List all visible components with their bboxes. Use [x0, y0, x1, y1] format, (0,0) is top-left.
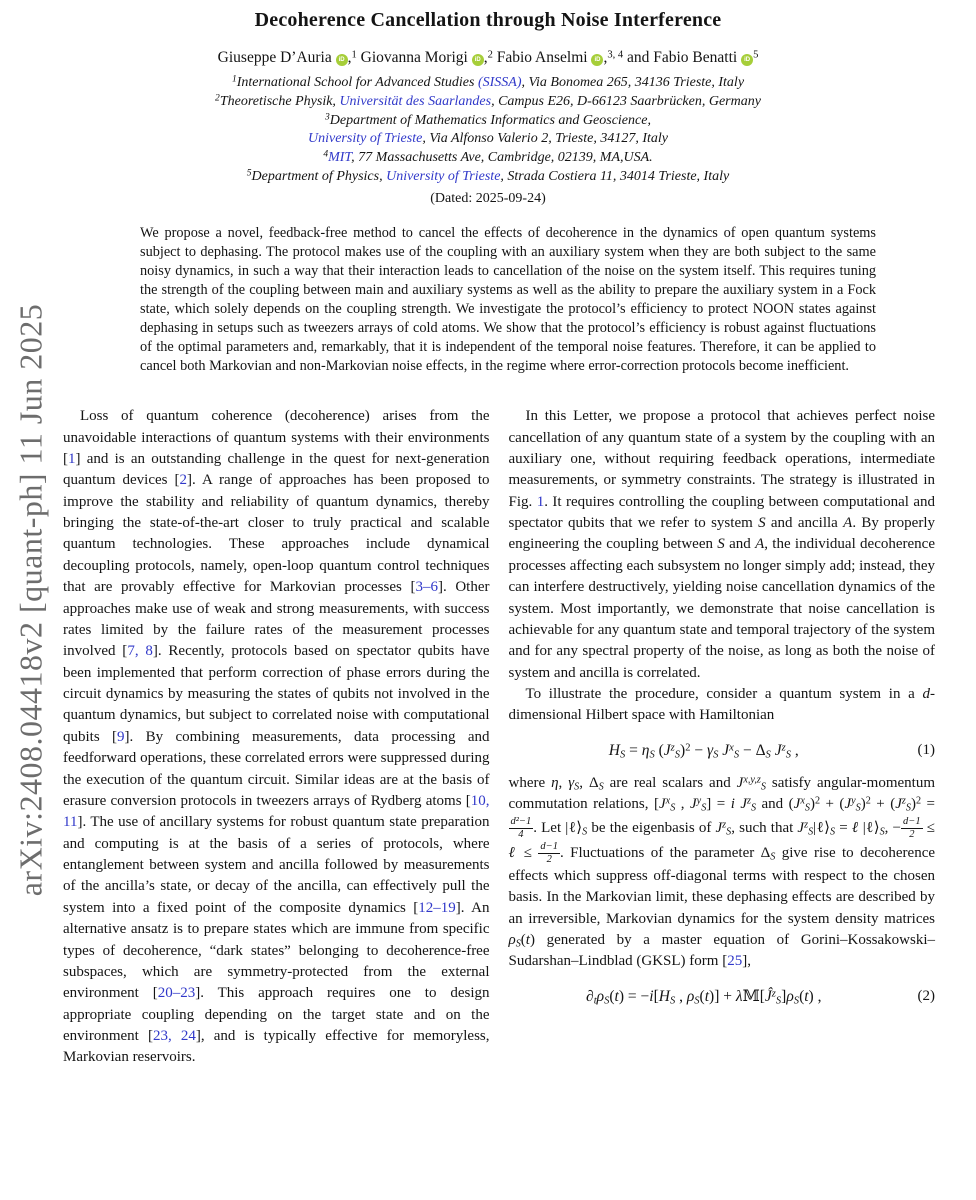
text-link[interactable]: 1 [68, 450, 76, 467]
text-segment: Department of Mathematics Informatics and Geoscience, [329, 112, 651, 128]
text-link[interactable]: (SISSA) [477, 75, 522, 90]
text-segment: d [922, 686, 930, 702]
affiliation-line-1 [0, 74, 976, 93]
text-segment: Department of Physics, [251, 168, 387, 184]
text-segment: 2 [814, 795, 821, 807]
text-segment: J [663, 741, 671, 759]
text-segment: λ [735, 987, 743, 1005]
text-segment: 5 [246, 168, 252, 179]
text-segment: ], and is typically effective for memoryless, Markovian reservoirs. [63, 1028, 490, 1066]
text-segment: S [620, 749, 626, 761]
text-segment: S [694, 995, 700, 1007]
text-segment: x [800, 795, 805, 807]
text-segment: S [515, 938, 521, 950]
text-segment: 2 [487, 49, 493, 61]
text-segment: S [604, 995, 610, 1007]
left-paragraph-1 [63, 406, 490, 1069]
text-link[interactable]: Universität des Saarlandes [339, 93, 492, 109]
text-segment: S [726, 826, 732, 838]
text-link[interactable]: 7, 8 [127, 643, 153, 660]
text-segment: + ( [820, 796, 845, 813]
text-link[interactable]: 20–23 [157, 985, 196, 1002]
text-segment: |ℓ⟩ [813, 819, 831, 836]
text-segment: -dimensional Hilbert space with Hamiltonian [508, 686, 935, 724]
text-segment: x,y,z [743, 774, 761, 786]
paper-header [0, 0, 976, 207]
text-segment: ℓ [851, 819, 859, 836]
text-segment: ]. The use of ancillary systems for robust quantum state preparation and computing is at the basis of a series of protocols, where entanglement between system and ancilla followed by measurements of the ancilla’s state, or decay of the ancilla, can effectively pull the system into a fixed point of the composite dynamics [ [63, 814, 490, 916]
text-segment: Δ [755, 741, 766, 759]
text-link[interactable]: 25 [727, 953, 743, 970]
paper-title: Decoherence Cancellation through Noise Interference [254, 9, 722, 31]
text-segment: S [775, 995, 782, 1007]
text-segment: ≤ [517, 844, 539, 861]
text-segment: 3, 4 [607, 49, 624, 61]
equation-1-body [509, 740, 900, 762]
text-segment: , [483, 49, 488, 66]
text-segment: y [696, 795, 702, 807]
text-segment: [ [653, 987, 659, 1005]
orcid-icon[interactable]: iD [591, 54, 603, 66]
text-segment: = [921, 796, 935, 813]
text-segment: J [844, 796, 852, 813]
text-segment: S [804, 802, 810, 814]
text-segment: ) [860, 796, 866, 813]
text-segment: ( [520, 931, 526, 948]
text-segment: ρ [596, 987, 605, 1005]
orcid-icon[interactable]: iD [336, 54, 348, 66]
text-segment: Giuseppe D’Auria [217, 49, 336, 66]
text-link[interactable]: University of Trieste [308, 131, 423, 147]
right-column [509, 406, 936, 1069]
text-link[interactable]: 23, 24 [152, 1028, 196, 1044]
arxiv-watermark: arXiv:2408.04418v2 [quant-ph] 11 Jun 2025 [12, 303, 49, 897]
text-segment: S [770, 851, 776, 863]
text-segment: satisfy angular-momentum commutation relations, [ [508, 774, 935, 813]
text-segment: ]. By combining measurements, data processing and feedforward operations, these correlated errors were suppressed during the execution of the quantum circuit. Similar ideas are at the basis of erasure conversion protocols in tweezers arrays of Rydberg atoms [ [63, 728, 490, 809]
text-segment: 𝕄[ [742, 987, 765, 1005]
equation-1-number: (1) [917, 742, 935, 759]
text-segment: ] [781, 987, 787, 1005]
text-segment: = [835, 819, 852, 836]
text-segment: S [598, 781, 604, 793]
text-link[interactable]: 9 [117, 728, 125, 745]
text-segment: ]. Recently, protocols based on spectator qubits have been implemented that perform correction of phase errors during the circuit dynamics by measuring the states of qubits not involved in the quantum dynamics, but subject to correlated noise with computational qubits [ [63, 643, 490, 745]
text-segment: S [574, 781, 580, 793]
text-segment: J [689, 796, 697, 813]
text-segment: . Fluctuations of the parameter Δ [560, 844, 771, 861]
text-segment: J [895, 796, 902, 813]
text-segment: S [701, 802, 707, 814]
text-link[interactable]: 10, 11 [63, 792, 490, 831]
text-segment: A [843, 515, 853, 531]
text-segment: Ĵ [764, 987, 772, 1005]
text-segment: η [551, 774, 559, 791]
text-link[interactable]: 2 [179, 472, 188, 489]
text-segment: ]. A range of approaches has been proposed to improve the stability and reliability of quantum dynamics, thereby bringing the state-of-the-art closer to truly practical and scalable quantum technologies. These approaches include dynamical decoupling protocols, namely, open-loop quantum control techniques that are provably effective for Markovian processes [ [63, 472, 490, 596]
affiliation-line-4 [0, 130, 976, 149]
text-segment: J [722, 741, 730, 759]
text-segment: t [704, 987, 710, 1005]
text-segment: . Let |ℓ⟩ [533, 819, 583, 836]
text-segment: z [722, 819, 727, 830]
text-link[interactable]: 1 [536, 493, 545, 510]
text-segment: ) generated by a master equation of Gorini–Kossakowski–Sudarshan–Lindblad (GKSL) form [ [508, 931, 935, 970]
text-segment: γ [568, 774, 575, 791]
text-segment: J [797, 819, 805, 836]
right-paragraph-3 [509, 773, 936, 973]
text-segment: A [755, 536, 765, 553]
text-segment: ρ [686, 987, 695, 1005]
text-segment: S [830, 826, 836, 838]
text-segment: Loss of quantum coherence (decoherence) arises from the unavoidable interactions of quantum systems with their environments [ [63, 408, 490, 467]
text-segment: z [746, 795, 751, 807]
text-segment: t [804, 987, 809, 1005]
text-segment: = [625, 741, 642, 759]
text-segment: γ [706, 741, 714, 759]
text-segment: 1 [231, 74, 237, 85]
text-segment: and [724, 536, 756, 553]
text-segment: , Strada Costiera 11, 34014 Trieste, Italy [500, 168, 730, 184]
text-segment: − [690, 741, 707, 759]
text-segment: S [669, 995, 676, 1007]
text-segment: 2 [865, 795, 871, 807]
text-segment: S [793, 995, 800, 1007]
text-segment: z [771, 987, 776, 999]
text-segment: ]. An alternative ansatz is to prepare states which are immune from specific types of decoherence, “dark states” belonging to decoherence-free subspaces, which are symmetry-protected from the external environment [ [63, 899, 490, 1002]
text-segment: S [905, 802, 911, 814]
text-segment: S [649, 749, 655, 761]
text-segment: Giovanna Morigi [356, 49, 472, 66]
text-segment: z [670, 742, 675, 754]
text-segment: y [851, 795, 856, 807]
text-segment: + ( [870, 796, 896, 813]
text-segment: ) = − [618, 987, 650, 1005]
affiliation-line-6 [0, 168, 976, 187]
fraction: $\frac{\text{d²−1}}{4}$ [510, 815, 532, 840]
text-segment: are real scalars and [603, 774, 737, 791]
text-segment: ( [699, 987, 705, 1005]
text-segment: , [558, 774, 569, 791]
text-segment: International School for Advanced Studies [236, 75, 478, 90]
text-segment: ρ [508, 931, 516, 948]
text-segment: 3 [325, 112, 330, 123]
text-link[interactable]: MIT [328, 150, 352, 165]
text-segment: ( [654, 741, 664, 759]
abstract: We propose a novel, feedback-free method to cancel the effects of decoherence in the dynamics of open quantum systems subject to dephasing. The protocol makes use of the coupling with an auxiliary system when they are both subject to the same noisy dynamics, in such a way that their interaction leads to cancellation of the noise on the system itself. This requires tuning the strength of the coupling between main and auxiliary systems as well as the ability to prepare the auxiliary system in a Fock state, which solely depends on the coupling strength. We investigate the protocol’s efficiency to protect NOON states against dephasing in setups such as tweezers arrays of cold atoms. We show that the protocol’s efficiency is robust against fluctuations of the optimal parameters and, remarkably, that it is independent of the temporal noise features. Therefore, it can be applied to cancel both Markovian and non-Markovian noise effects, in the regime where error-correction protocols become inefficient. [140, 224, 876, 375]
text-segment: . By properly engineering the coupling between [508, 515, 935, 553]
text-segment: , [675, 987, 687, 1005]
text-segment: 1 [351, 49, 357, 61]
text-segment: Theoretische Physik, [219, 93, 340, 109]
text-segment: i [649, 987, 654, 1005]
author-line [0, 49, 976, 67]
text-segment: S [717, 536, 725, 553]
equation-2 [509, 986, 936, 1008]
text-segment: S [879, 826, 885, 838]
text-segment: 5 [753, 49, 759, 61]
text-segment: z [901, 795, 906, 807]
text-segment: , Via Alfonso Valerio 2, Trieste, 34127, Italy [422, 131, 668, 147]
text-segment: S [785, 749, 791, 761]
text-segment: and Fabio Benatti [623, 49, 742, 66]
text-segment: S [582, 826, 588, 838]
text-segment: J [774, 741, 782, 759]
text-segment: , [603, 49, 608, 66]
text-segment: J [793, 796, 801, 813]
text-segment: H [608, 741, 620, 759]
text-segment: z [781, 742, 786, 754]
text-segment: S [713, 749, 719, 761]
affiliation-line-2 [0, 93, 976, 112]
text-segment: , 77 Massachusetts Ave, Cambridge, 02139, MA,USA. [351, 150, 653, 165]
text-segment: , the individual decoherence processes affecting each subsystem no longer simply add; instead, they can interfere destructively, yielding noise cancellation dynamics of the system. Most importantly, we demonstrate that noise cancellation is achievable for any quantum state and temporal trajectory of the system and for any spectral property of the noise, as long as both the noise of system and ancilla is correlated. [508, 536, 935, 681]
text-segment: t [525, 931, 530, 948]
text-link[interactable]: University of Trieste [386, 168, 501, 184]
text-segment: t [593, 995, 597, 1007]
text-segment: J [715, 819, 723, 836]
text-segment: S [674, 749, 681, 761]
left-column [63, 406, 490, 1069]
text-segment: ) [910, 796, 916, 813]
orcid-icon[interactable]: iD [741, 54, 753, 66]
text-segment: , such that [731, 819, 798, 836]
text-segment: |ℓ⟩ [858, 819, 880, 836]
text-segment: . It requires controlling the coupling between computational and spectator qubits that we refer to system [508, 493, 935, 531]
text-segment: To illustrate the procedure, consider a quantum system in a [525, 686, 923, 702]
text-segment: S [670, 802, 676, 814]
text-segment: z [804, 819, 809, 830]
text-segment: , Via Bonomea 265, 34136 Trieste, Italy [521, 75, 745, 90]
text-segment: , [790, 741, 799, 759]
text-segment: , − [884, 819, 902, 836]
text-segment: S [765, 749, 771, 761]
text-segment: and ( [756, 796, 794, 813]
text-segment: In this Letter, we propose a protocol that achieves perfect noise cancellation of any quantum state of a system by the coupling with an auxiliary one, without requiring feedback operations, intermediate measurements, or symmetry constraints. The strategy is illustrated in Fig. [508, 408, 935, 510]
orcid-icon[interactable]: iD [472, 54, 484, 66]
text-segment: S [808, 826, 814, 838]
two-column-body [63, 406, 935, 1069]
fraction: $\frac{d-1}{2}$ [540, 840, 558, 865]
text-segment: ) , [808, 987, 822, 1005]
equation-2-body [509, 986, 900, 1008]
affiliation-line-3 [0, 112, 976, 131]
text-segment: ) [809, 796, 815, 813]
text-segment: ρ [786, 987, 794, 1005]
fraction: $\frac{d-1}{2}$ [903, 815, 921, 840]
text-segment: ≤ [922, 819, 936, 836]
text-segment: 2 [685, 742, 691, 754]
text-segment: ( [799, 987, 805, 1005]
text-segment: Fabio Anselmi [492, 49, 592, 66]
text-segment: , Δ [579, 774, 599, 791]
text-segment: J [736, 774, 744, 791]
text-segment: x [665, 795, 671, 807]
text-segment: , [675, 796, 690, 813]
text-segment: i J [730, 796, 747, 813]
text-segment: ( [609, 987, 615, 1005]
text-segment: ) [680, 741, 686, 759]
text-segment: x [729, 742, 734, 754]
text-segment: S [733, 749, 740, 761]
text-segment: , Campus E26, D-66123 Saarbrücken, Germany [491, 93, 761, 109]
text-segment: ∂ [586, 987, 594, 1005]
text-segment: 2 [215, 93, 220, 104]
text-segment: ] = [706, 796, 731, 813]
text-segment: S [758, 515, 766, 531]
text-segment: )] + [709, 987, 736, 1005]
text-link[interactable]: 3–6 [415, 579, 438, 596]
text-segment: S [760, 781, 766, 793]
text-segment: where [508, 774, 552, 791]
text-segment: η [641, 741, 650, 759]
text-segment: J [659, 796, 666, 813]
equation-2-number: (2) [917, 988, 935, 1005]
text-segment: H [658, 987, 670, 1005]
text-segment: ] and is an outstanding challenge in the quest for next-generation quantum devices [ [63, 450, 490, 489]
text-segment: ]. Other approaches make use of weak and strong measurements, with success rates limited by the failure rates of the measurement processes involved [ [63, 579, 490, 660]
equation-1 [509, 740, 936, 762]
text-link[interactable]: 12–19 [418, 899, 456, 916]
affiliations-block [0, 74, 976, 187]
text-segment: t [614, 987, 619, 1005]
right-paragraph-2 [509, 684, 936, 727]
text-segment: − [739, 741, 756, 759]
text-segment: , [347, 49, 352, 66]
text-segment: ]. This approach requires one to design appropriate coupling depending on the target state and on the environment [ [63, 985, 490, 1044]
text-segment: give rise to decoherence effects which suppress off-diagonal terms with respect to the chosen basis. In the Markovian limit, these dephasing effects are described by an irreversible, Markovian dynamics for the system density matrices [508, 844, 936, 927]
text-segment: and ancilla [765, 515, 844, 531]
right-paragraph-1 [509, 406, 936, 684]
affiliation-line-5 [0, 149, 976, 168]
dated-line: (Dated: 2025-09-24) [430, 190, 546, 206]
text-segment: ℓ [508, 844, 518, 861]
text-segment: 2 [915, 795, 922, 807]
text-segment: be the eigenbasis of [587, 819, 716, 836]
text-segment: 4 [323, 149, 329, 160]
text-segment: S [855, 802, 861, 814]
text-segment: ], [742, 953, 751, 970]
text-segment: S [750, 802, 757, 814]
